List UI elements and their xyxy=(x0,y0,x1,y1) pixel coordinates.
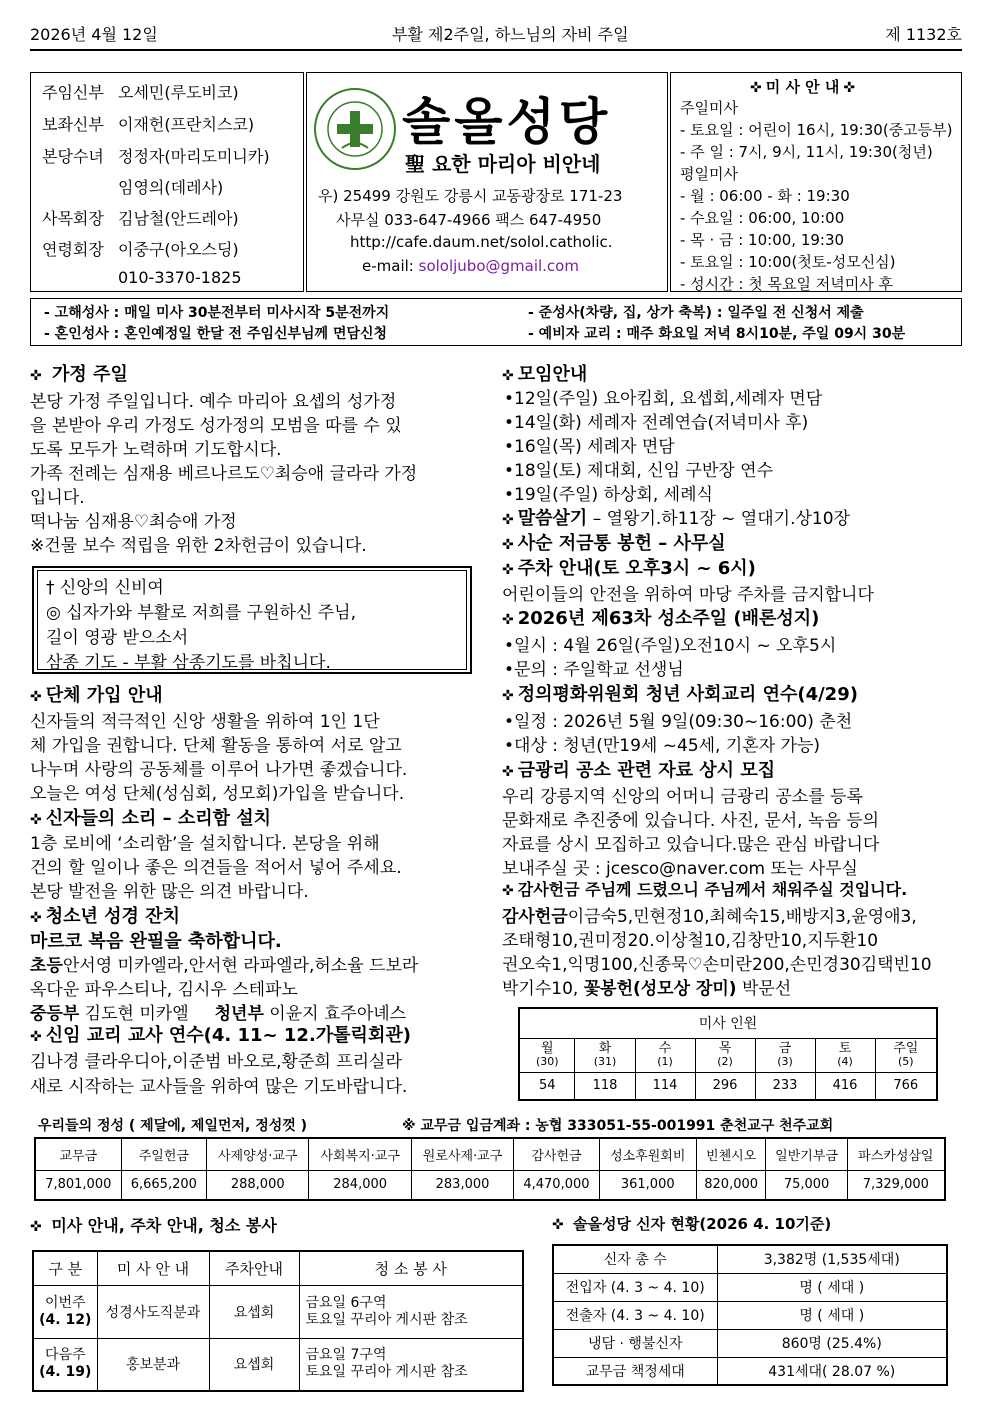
staff-name: 임영의(데레사) xyxy=(118,178,224,197)
service-week: 이번주 (4. 12) xyxy=(33,1285,97,1338)
offering-account: ※ 교무금 입금계좌 : 농협 333051-55-001991 춘천교구 천주교회 xyxy=(402,1118,834,1134)
status-label: 교무금 책정세대 xyxy=(553,1357,717,1385)
notice-marriage: - 혼인성사 : 혼인예정일 한달 전 주임신부님께 면담신청 xyxy=(44,326,388,342)
cross-icon: ✜ xyxy=(502,764,514,780)
attendance-value: 296 xyxy=(695,1072,755,1100)
attendance-day: 주일 (5) xyxy=(875,1038,937,1072)
attendance-day: 금 (3) xyxy=(755,1038,815,1072)
attendance-value: 416 xyxy=(815,1072,875,1100)
service-table xyxy=(32,1250,524,1392)
youth-subtitle: 마르코 복음 완필을 축하합니다. xyxy=(30,931,282,952)
status-label: 전입자 (4. 3 ~ 4. 10) xyxy=(553,1273,717,1301)
status-label: 냉담 · 행불신자 xyxy=(553,1329,717,1357)
parish-seal-icon xyxy=(312,86,398,172)
youth-title: ✜ 청소년 성경 잔치 xyxy=(30,906,180,927)
meet-item: •18일(토) 제대회, 신임 구반장 연수 xyxy=(504,461,774,481)
offering-value: 283,000 xyxy=(411,1170,513,1200)
attendance-value: 54 xyxy=(519,1072,575,1100)
header-divider xyxy=(30,49,962,51)
cross-icon: ✜ xyxy=(502,612,514,628)
cross-icon: ✜ xyxy=(750,80,762,96)
cross-icon: ✜ xyxy=(502,562,514,578)
group-line: 신자들의 적극적인 신앙 생활을 위하여 1인 1단 xyxy=(30,712,380,732)
group-title: ✜ 단체 가입 안내 xyxy=(30,685,163,706)
teacher-line: 새로 시작하는 교사들을 위하여 많은 기도바랍니다. xyxy=(30,1077,408,1097)
gold-title: ✜ 금광리 공소 관련 자료 상시 모집 xyxy=(502,760,776,781)
status-row xyxy=(553,1301,947,1329)
notice-catechumen: - 예비자 교리 : 매주 화요일 저녁 8시10분, 주일 09시 30분 xyxy=(528,326,906,342)
parking-text: 어린이들의 안전을 위하여 마당 주차를 금지합니다 xyxy=(502,585,874,605)
staff-role: 보좌신부 xyxy=(42,115,104,134)
offering-header: 원로사제·교구 xyxy=(411,1138,513,1170)
family-line: 을 본받아 우리 가정도 성가정의 모범을 따를 수 있 xyxy=(30,416,402,436)
pilgrim-line: •문의 : 주일학교 선생님 xyxy=(504,660,684,680)
parish-name: 솔올성당 xyxy=(402,93,612,151)
status-value: 3,382명 (1,535세대) xyxy=(717,1245,947,1273)
issue-number: 제 1132호 xyxy=(885,25,962,44)
thanks-line: 감사헌금이금숙5,민현정10,최혜숙15,배방지3,윤영애3, xyxy=(502,907,917,927)
offering-header: 성소후원회비 xyxy=(599,1138,696,1170)
status-value: 명 ( 세대 ) xyxy=(717,1301,947,1329)
service-header: 주차안내 xyxy=(209,1251,299,1285)
header-row xyxy=(30,22,962,48)
voice-line: 건의 할 일이나 좋은 의견들을 적어서 넣어 주세요. xyxy=(30,858,402,878)
status-title: ✜ 솔올성당 신자 현황(2026 4. 10기준) xyxy=(552,1215,832,1233)
cross-icon: ✜ xyxy=(502,688,514,704)
staff-name: 정정자(마리도미니카) xyxy=(118,147,270,166)
offering-header: 감사헌금 xyxy=(514,1138,599,1170)
gold-line: 우리 강릉지역 신앙의 어머니 금광리 공소를 등록 xyxy=(502,787,863,807)
parish-address: 우) 25499 강원도 강릉시 교동광장로 171-23 xyxy=(318,187,623,205)
offering-value: 75,000 xyxy=(766,1170,847,1200)
attendance-table xyxy=(518,1007,938,1101)
mass-line: - 목 · 금 : 10:00, 19:30 xyxy=(680,231,845,249)
service-title: ✜ 미사 안내, 주차 안내, 청소 봉사 xyxy=(30,1216,277,1235)
family-line: 도록 모두가 노력하며 기도합시다. xyxy=(30,440,282,460)
family-title: ✜ 가정 주일 xyxy=(30,364,128,385)
prayer-line: † 신앙의 신비여 xyxy=(46,578,164,598)
status-value: 431세대( 28.07 %) xyxy=(717,1357,947,1385)
thanks-line: 박기수10, 꽃봉헌(성모상 장미) 박문선 xyxy=(502,979,792,999)
parish-phone: 사무실 033-647-4966 팩스 647-4950 xyxy=(336,211,602,229)
prayer-line: 길이 영광 받으소서 xyxy=(46,628,189,648)
email-link[interactable]: sololjubo@gmail.com xyxy=(418,257,579,275)
mass-line: - 토요일 : 어린이 16시, 19:30(중고등부) xyxy=(680,121,953,139)
mass-line: - 월 : 06:00 - 화 : 19:30 xyxy=(680,187,850,205)
issue-date: 2026년 4월 12일 xyxy=(30,25,158,44)
offering-value: 7,801,000 xyxy=(35,1170,121,1200)
cross-icon: ✜ xyxy=(30,368,42,384)
cross-icon: ✜ xyxy=(30,910,42,926)
service-parking: 요셉회 xyxy=(209,1285,299,1338)
cross-icon: ✜ xyxy=(502,883,514,899)
voice-title: ✜ 신자들의 소리 – 소리함 설치 xyxy=(30,808,272,829)
meet-item: •12일(주일) 요아킴회, 요셉회,세례자 면담 xyxy=(504,389,823,409)
status-table xyxy=(552,1244,948,1386)
justice-line: •일정 : 2026년 5월 9일(09:30~16:00) 춘천 xyxy=(504,712,853,732)
cross-icon: ✜ xyxy=(843,80,856,96)
offering-value: 361,000 xyxy=(599,1170,696,1200)
status-label: 전출자 (4. 3 ~ 4. 10) xyxy=(553,1301,717,1329)
email-label: e-mail: xyxy=(362,257,414,275)
staff-role: 사목회장 xyxy=(42,209,104,228)
service-row xyxy=(33,1338,523,1391)
mass-line: 주일미사 xyxy=(680,99,738,117)
cross-icon: ✜ xyxy=(502,368,514,384)
attendance-day: 목 (2) xyxy=(695,1038,755,1072)
word-line: ✜ 말씀살기 – 열왕기.하11장 ~ 열대기.상10장 xyxy=(502,508,850,529)
meet-item: •19일(주일) 하상회, 세례식 xyxy=(504,485,713,505)
attendance-day: 수 (1) xyxy=(635,1038,695,1072)
cross-icon: ✜ xyxy=(30,689,42,705)
meet-item: •16일(목) 세례자 면담 xyxy=(504,437,675,457)
offering-header-row xyxy=(35,1138,945,1170)
cross-icon: ✜ xyxy=(30,812,42,828)
cross-icon: ✜ xyxy=(502,537,514,553)
mass-line: - 성시간 : 첫 목요일 저녁미사 후 xyxy=(680,275,893,293)
status-label: 신자 총 수 xyxy=(553,1245,717,1273)
pilgrim-title: ✜ 2026년 제63차 성소주일 (배론성지) xyxy=(502,608,820,629)
status-value: 860명 (25.4%) xyxy=(717,1329,947,1357)
attendance-value: 233 xyxy=(755,1072,815,1100)
family-line: 가족 전례는 심재용 베르나르도♡최승애 글라라 가정 xyxy=(30,464,418,484)
offering-header: 사제양성·교구 xyxy=(207,1138,309,1170)
mass-line: - 토요일 : 10:00(첫토-성모신심) xyxy=(680,253,896,271)
voice-line: 본당 발전을 위한 많은 의견 바랍니다. xyxy=(30,882,309,902)
staff-name: 이재헌(프란치스코) xyxy=(118,115,255,134)
offering-header: 사회복지·교구 xyxy=(309,1138,411,1170)
offering-value: 284,000 xyxy=(309,1170,411,1200)
mass-info-title: ✜ 미 사 안 내 ✜ xyxy=(750,78,856,96)
offering-table xyxy=(34,1137,946,1201)
cross-icon: ✜ xyxy=(552,1217,564,1233)
offering-value-row xyxy=(35,1170,945,1200)
attendance-day: 토 (4) xyxy=(815,1038,875,1072)
service-mass: 성경사도직분과 xyxy=(97,1285,209,1338)
notice-blessing: - 준성사(차량, 집, 상가 축복) : 일주일 전 신청서 제출 xyxy=(528,305,864,321)
attendance-title: 미사 인원 xyxy=(519,1008,937,1038)
group-line: 나누며 사랑의 공동체를 이루어 나가면 좋겠습니다. xyxy=(30,760,408,780)
gold-line: 보내주실 곳 : jcesco@naver.com 또는 사무실 xyxy=(502,859,858,879)
mass-line: - 수요일 : 06:00, 10:00 xyxy=(680,209,845,227)
offering-header: 일반기부금 xyxy=(766,1138,847,1170)
attendance-header-row xyxy=(519,1038,937,1072)
status-row xyxy=(553,1273,947,1301)
meet-item: •14일(화) 세례자 전례연습(저녁미사 후) xyxy=(504,413,809,433)
staff-role: 본당수녀 xyxy=(42,147,104,166)
thanks-line: 조태형10,권미정20.이상철10,김창만10,지두환10 xyxy=(502,931,879,951)
service-week: 다음주 (4. 19) xyxy=(33,1338,97,1391)
family-line: 본당 가정 주일입니다. 예수 마리아 요셉의 성가정 xyxy=(30,392,397,412)
family-line: ※건물 보수 적립을 위한 2차헌금이 있습니다. xyxy=(30,536,367,556)
offering-value: 7,329,000 xyxy=(847,1170,945,1200)
parish-email xyxy=(362,257,579,275)
teacher-title: ✜ 신임 교리 교사 연수(4. 11~ 12.가톨릭회관) xyxy=(30,1025,411,1046)
youth-mid-line: 중등부 김도현 미카엘 청년부 이윤지 효주아녜스 xyxy=(30,1004,407,1024)
attendance-day: 월 (30) xyxy=(519,1038,575,1072)
cross-icon: ✜ xyxy=(502,512,514,528)
staff-name: 이중구(아오스딩) xyxy=(118,240,239,259)
attendance-day: 화 (31) xyxy=(575,1038,635,1072)
thanks-title: ✜ 감사헌금 주님께 드렸으니 주님께서 채워주실 것입니다. xyxy=(502,880,908,899)
youth-elem-line: 초등안서영 미카엘라,안서현 라파엘라,허소율 드보라 xyxy=(30,956,419,976)
group-line: 체 가입을 권합니다. 단체 활동을 통하여 서로 알고 xyxy=(30,736,402,756)
offering-header: 빈첸시오 xyxy=(696,1138,766,1170)
offering-value: 820,000 xyxy=(696,1170,766,1200)
service-header: 구 분 xyxy=(33,1251,97,1285)
teacher-line: 김나경 클라우디아,이준범 바오로,황준희 프리실라 xyxy=(30,1052,402,1072)
staff-name: 010-3370-1825 xyxy=(118,268,242,287)
notice-confession: - 고해성사 : 매일 미사 30분전부터 미사시작 5분전까지 xyxy=(44,305,390,321)
cross-icon: ✜ xyxy=(30,1029,42,1045)
parish-patron: 聖 요한 마리아 비안네 xyxy=(405,152,601,176)
offering-title: 우리들의 정성 ( 제달에, 제일먼저, 정성껏 ) xyxy=(38,1118,308,1134)
gold-line: 자료를 상시 모집하고 있습니다.많은 관심 바랍니다 xyxy=(502,835,880,855)
youth-elem-label: 초등 xyxy=(30,956,63,976)
service-clean: 금요일 7구역 토요일 꾸리아 게시판 참조 xyxy=(299,1338,523,1391)
prayer-line: ◎ 십자가와 부활로 저희를 구원하신 주님, xyxy=(46,603,357,623)
offering-value: 4,470,000 xyxy=(514,1170,599,1200)
parking-title: ✜ 주차 안내(토 오후3시 ~ 6시) xyxy=(502,558,756,579)
status-row xyxy=(553,1329,947,1357)
attendance-value-row xyxy=(519,1072,937,1100)
mass-line: 평일미사 xyxy=(680,165,738,183)
justice-title: ✜ 정의평화위원회 청년 사회교리 연수(4/29) xyxy=(502,684,858,705)
offering-header: 주일헌금 xyxy=(121,1138,206,1170)
service-parking: 요셉회 xyxy=(209,1338,299,1391)
sunday-title: 부활 제2주일, 하느님의 자비 주일 xyxy=(392,25,629,44)
prayer-line: 삼종 기도 - 부활 삼종기도를 바칩니다. xyxy=(46,653,331,673)
status-row xyxy=(553,1357,947,1385)
attendance-value: 114 xyxy=(635,1072,695,1100)
mass-line: - 주 일 : 7시, 9시, 11시, 19:30(청년) xyxy=(680,143,933,161)
status-row xyxy=(553,1245,947,1273)
family-line: 입니다. xyxy=(30,488,85,508)
cross-icon: ✜ xyxy=(30,1219,42,1235)
offering-value: 288,000 xyxy=(207,1170,309,1200)
parish-website-link[interactable]: http://cafe.daum.net/solol.catholic. xyxy=(350,233,613,251)
pilgrim-line: •일시 : 4월 26일(주일)오전10시 ~ 오후5시 xyxy=(504,636,837,656)
family-line: 떡나눔 심재용♡최승애 가정 xyxy=(30,512,237,532)
thanks-line: 권오숙1,익명100,신종묵♡손미란200,손민경30김택빈10 xyxy=(502,955,932,975)
offering-value: 6,665,200 xyxy=(121,1170,206,1200)
service-mass: 홍보분과 xyxy=(97,1338,209,1391)
staff-name: 오세민(루도비코) xyxy=(118,83,239,102)
group-line: 오늘은 여성 단체(성심회, 성모회)가입을 받습니다. xyxy=(30,784,405,804)
justice-line: •대상 : 청년(만19세 ~45세, 기혼자 가능) xyxy=(504,736,821,756)
lent-box-title: ✜ 사순 저금통 봉헌 – 사무실 xyxy=(502,533,726,554)
attendance-value: 766 xyxy=(875,1072,937,1100)
staff-role: 주임신부 xyxy=(42,83,104,102)
service-row xyxy=(33,1285,523,1338)
attendance-value: 118 xyxy=(575,1072,635,1100)
offering-header: 파스카성삼일 xyxy=(847,1138,945,1170)
gold-line: 문화재로 추진중에 있습니다. 사진, 문서, 녹음 등의 xyxy=(502,811,880,831)
status-value: 명 ( 세대 ) xyxy=(717,1273,947,1301)
staff-role: 연령회장 xyxy=(42,240,104,259)
service-header: 청 소 봉 사 xyxy=(299,1251,523,1285)
voice-line: 1층 로비에 ‘소리함’을 설치합니다. 본당을 위해 xyxy=(30,834,380,854)
service-header-row xyxy=(33,1251,523,1285)
service-header: 미 사 안 내 xyxy=(97,1251,209,1285)
meet-title: ✜ 모임안내 xyxy=(502,364,588,385)
youth-elem-line: 옥다운 파우스티나, 김시우 스테파노 xyxy=(30,980,298,1000)
service-clean: 금요일 6구역 토요일 꾸리아 게시판 참조 xyxy=(299,1285,523,1338)
offering-header: 교무금 xyxy=(35,1138,121,1170)
staff-name: 김남철(안드레아) xyxy=(118,209,239,228)
